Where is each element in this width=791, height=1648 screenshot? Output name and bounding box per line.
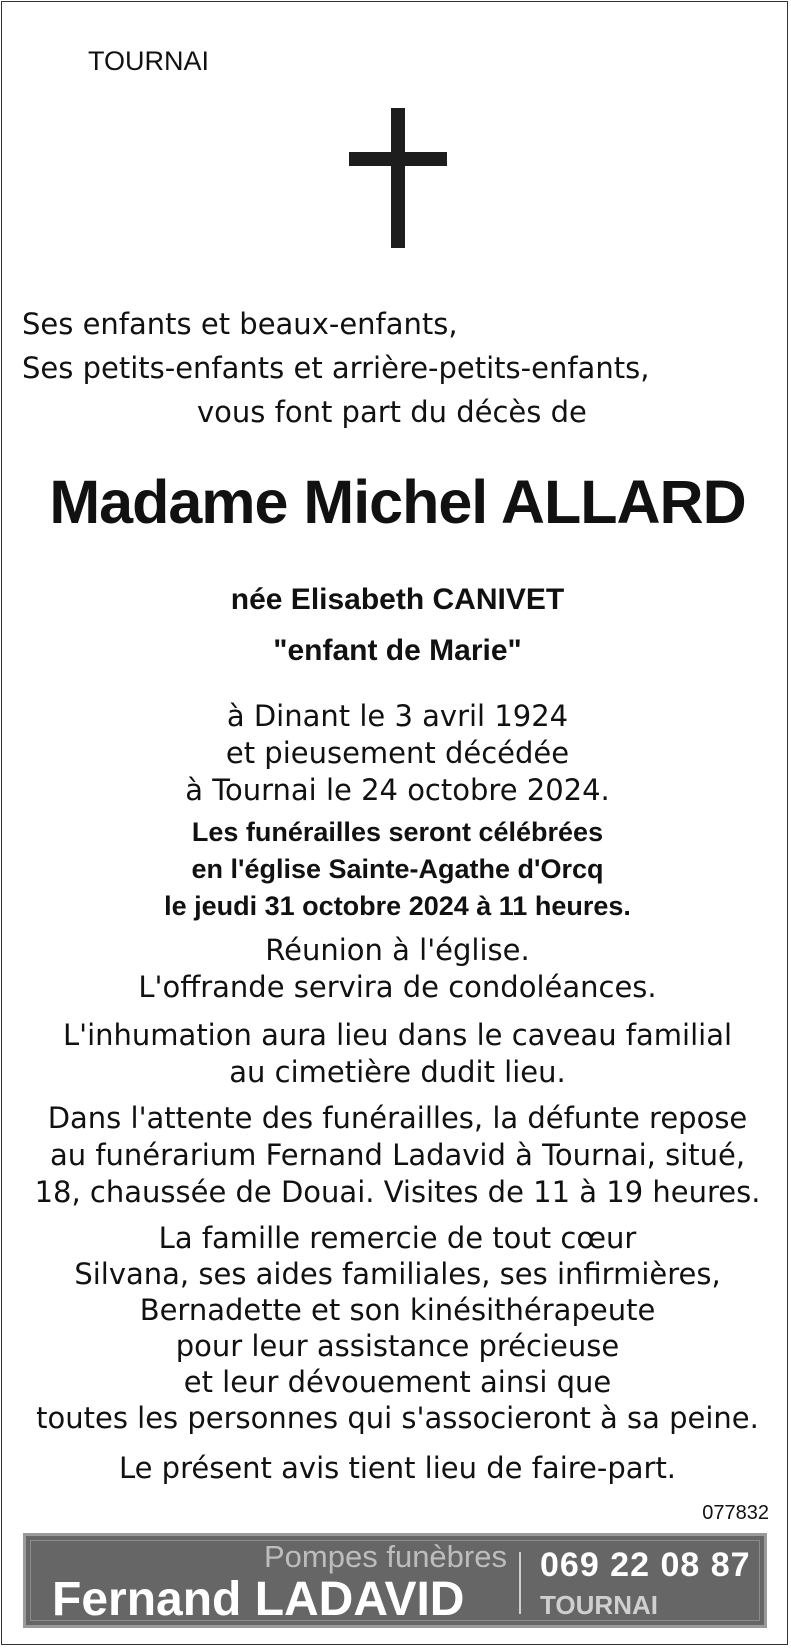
cross-horizontal-bar xyxy=(349,152,447,166)
funeral-line-1: Les funérailles seront célébrées xyxy=(191,817,604,847)
burial-line-1: L'inhumation aura lieu dans le caveau familial xyxy=(62,1018,733,1052)
funeral-line-3: le jeudi 31 octobre 2024 à 11 heures. xyxy=(164,891,631,921)
nickname: "enfant de Marie" xyxy=(273,634,522,667)
death-line-1: et pieusement décédée xyxy=(225,736,570,770)
thanks-line-6: toutes les personnes qui s'associeront à sa peine. xyxy=(36,1401,759,1435)
maiden-name: née Elisabeth CANIVET xyxy=(230,583,565,616)
banner-city: TOURNAI xyxy=(540,1590,658,1620)
deceased-name: Madame Michel ALLARD xyxy=(49,468,746,536)
funeral-line-2: en l'église Sainte-Agathe d'Orcq xyxy=(191,854,604,884)
thanks-line-5: et leur dévouement ainsi que xyxy=(183,1365,612,1399)
repose-section xyxy=(2,1100,791,1211)
birth-line: à Dinant le 3 avril 1924 xyxy=(226,699,569,733)
deceased-subtitles xyxy=(2,574,791,676)
thanks-line-2: Silvana, ses aides familiales, ses infirmières, xyxy=(74,1257,721,1291)
gathering-line-1: Réunion à l'église. xyxy=(265,933,530,967)
repose-line-1: Dans l'attente des funérailles, la défunte repose xyxy=(47,1101,748,1135)
obituary-notice xyxy=(1,1,788,1645)
gathering-section xyxy=(2,932,791,1006)
location-label: TOURNAI xyxy=(88,46,210,76)
gathering-line-2: L'offrande servira de condoléances. xyxy=(138,970,657,1004)
banner-tagline: Pompes funèbres xyxy=(264,1539,507,1574)
cross-vertical-bar xyxy=(391,108,405,248)
intro-line-announcement: vous font part du décès de xyxy=(197,395,587,429)
family-announcement xyxy=(22,302,762,434)
reference-number: 077832 xyxy=(702,1502,769,1524)
burial-section xyxy=(2,1017,791,1091)
closing-notice: Le présent avis tient lieu de faire-part. xyxy=(118,1451,677,1485)
death-line-2: à Tournai le 24 octobre 2024. xyxy=(185,773,610,807)
burial-line-2: au cimetière dudit lieu. xyxy=(229,1055,566,1089)
intro-line-grandchildren: Ses petits-enfants et arrière-petits-enfants, xyxy=(22,351,650,385)
repose-line-3: 18, chaussée de Douai. Visites de 11 à 19 heures. xyxy=(34,1175,761,1209)
cross-icon xyxy=(349,108,447,248)
banner-phone-number: 069 22 08 87 xyxy=(540,1546,751,1584)
banner-divider xyxy=(519,1552,521,1614)
repose-line-2: au funérarium Fernand Ladavid à Tournai, situé, xyxy=(49,1138,746,1172)
thanks-line-4: pour leur assistance précieuse xyxy=(175,1329,620,1363)
thanks-line-3: Bernadette et son kinésithérapeute xyxy=(139,1293,656,1327)
thanks-section xyxy=(2,1220,791,1436)
thanks-line-1: La famille remercie de tout cœur xyxy=(158,1221,637,1255)
dates-section xyxy=(2,698,791,809)
funeral-section xyxy=(2,814,791,925)
intro-line-children: Ses enfants et beaux-enfants, xyxy=(22,307,458,341)
banner-company-name: Fernand LADAVID xyxy=(52,1573,465,1626)
funeral-home-banner xyxy=(23,1533,767,1628)
